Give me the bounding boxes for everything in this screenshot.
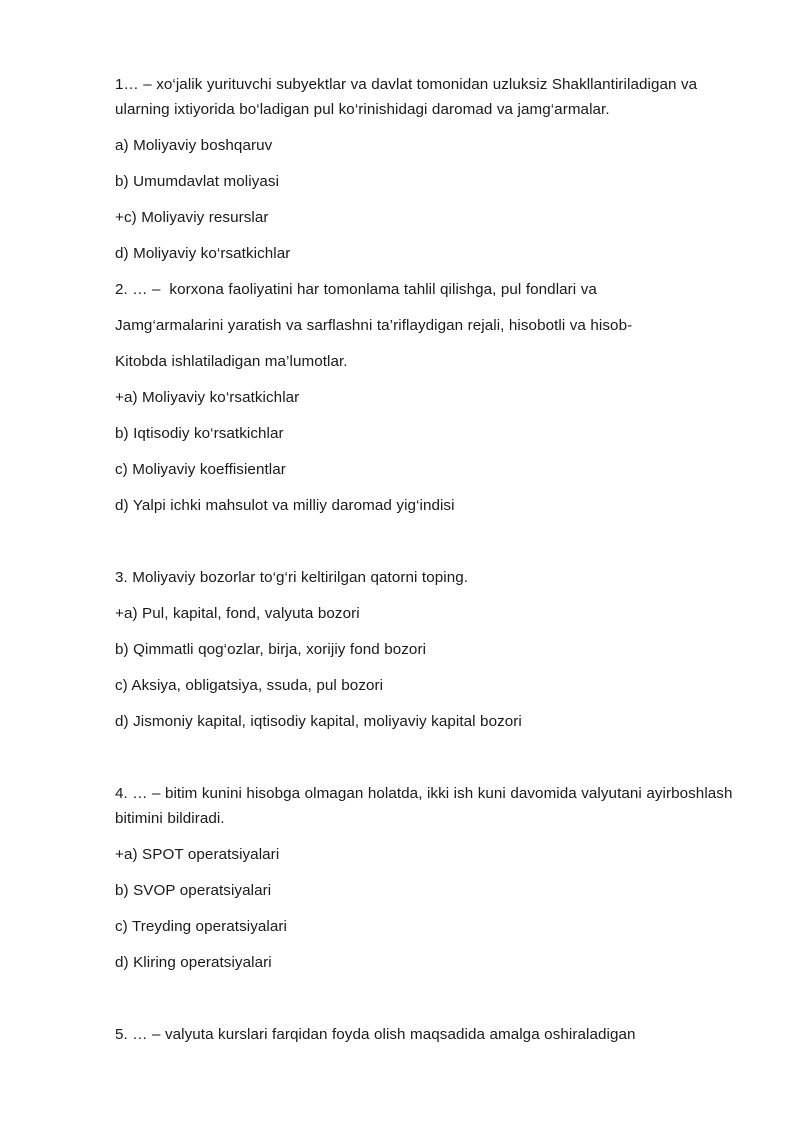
question-block <box>115 781 737 1011</box>
answer-option[interactable]: +a) Pul, kapital, fond, valyuta bozori <box>115 605 360 622</box>
answer-option[interactable]: +a) Moliyaviy ko‘rsatkichlar <box>115 389 300 406</box>
question-block <box>115 277 737 554</box>
question-stem: 1… – xo‘jalik yurituvchi subyektlar va davlat tomonidan uzluksiz Shakllantiriladigan va ularning ixtiyorida bo‘ladigan pul ko‘rinishidagi daromad va jamg‘armalar. <box>115 76 702 118</box>
question-block <box>115 1022 737 1047</box>
question-stem-continuation: Jamg‘armalarini yaratish va sarflashni ta’riflaydigan rejali, hisobotli va hisob- <box>115 317 633 334</box>
answer-option[interactable]: b) Iqtisodiy ko‘rsatkichlar <box>115 425 284 442</box>
answer-option[interactable]: c) Moliyaviy koeffisientlar <box>115 461 286 478</box>
answer-option[interactable]: c) Aksiya, obligatsiya, ssuda, pul bozori <box>115 677 384 694</box>
answer-option[interactable]: d) Jismoniy kapital, iqtisodiy kapital, moliyaviy kapital bozori <box>115 713 522 730</box>
question-stem: 2. … – korxona faoliyatini har tomonlama tahlil qilishga, pul fondlari va <box>115 281 597 298</box>
answer-option[interactable]: b) Qimmatli qog‘ozlar, birja, xorijiy fond bozori <box>115 641 427 658</box>
question-stem: 3. Moliyaviy bozorlar to‘g‘ri keltirilgan qatorni toping. <box>115 569 469 586</box>
paragraph-spacer <box>115 529 737 554</box>
answer-option[interactable]: +a) SPOT operatsiyalari <box>115 846 280 863</box>
answer-option[interactable]: +c) Moliyaviy resurslar <box>115 209 269 226</box>
answer-option[interactable]: a) Moliyaviy boshqaruv <box>115 137 273 154</box>
document-body <box>115 72 737 1047</box>
question-stem: 4. … – bitim kunini hisobga olmagan holatda, ikki ish kuni davomida valyutani ayirboshlash bitimini bildiradi. <box>115 785 737 827</box>
question-stem-continuation: Kitobda ishlatiladigan ma’lumotlar. <box>115 353 348 370</box>
answer-option[interactable]: c) Treyding operatsiyalari <box>115 918 287 935</box>
question-block <box>115 72 737 266</box>
answer-option[interactable]: d) Yalpi ichki mahsulot va milliy daromad yig‘indisi <box>115 497 455 514</box>
answer-option[interactable]: b) Umumdavlat moliyasi <box>115 173 280 190</box>
answer-option[interactable]: d) Kliring operatsiyalari <box>115 954 272 971</box>
answer-option[interactable]: d) Moliyaviy ko‘rsatkichlar <box>115 245 291 262</box>
paragraph-spacer <box>115 745 737 770</box>
question-block <box>115 565 737 770</box>
question-stem: 5. … – valyuta kurslari farqidan foyda olish maqsadida amalga oshiraladigan <box>115 1026 636 1043</box>
answer-option[interactable]: b) SVOP operatsiyalari <box>115 882 272 899</box>
paragraph-spacer <box>115 986 737 1011</box>
